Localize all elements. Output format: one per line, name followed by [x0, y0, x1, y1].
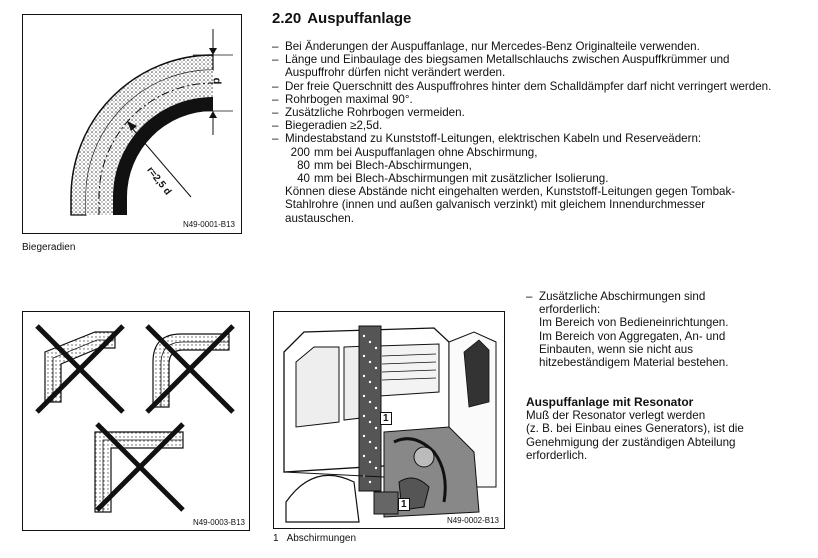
truck-shielding-figure [273, 311, 505, 529]
distance-value: 80 [297, 158, 310, 172]
distance-value: 40 [297, 172, 310, 186]
requirements-block [272, 40, 772, 225]
bend-tight-radius [147, 326, 233, 412]
section-title: Auspuffanlage [307, 10, 412, 27]
list-item: – Zusätzliche Rohrbogen vermeiden. [272, 106, 772, 119]
legend-row [273, 533, 356, 544]
list-item: – Länge und Einbaulage des biegsamen Metallschlauchs zwischen Auspuffkrümmer und Auspuffrohr dürfen nicht verändert werden. [272, 53, 772, 79]
note-line: Zusätzliche Abschirmungen sind [539, 290, 706, 303]
dash: – [526, 290, 533, 303]
list-item: – Der freie Querschnitt des Auspuffrohres hinter dem Schalldämpfer darf nicht verringert werden. [272, 80, 772, 93]
figure-caption: Biegeradien [22, 242, 76, 253]
section-heading [272, 10, 411, 27]
resonator-line: erforderlich. [526, 448, 588, 462]
forbidden-bends-figure [22, 311, 250, 531]
legend-text: Abschirmungen [286, 533, 357, 544]
distance-note: Können diese Abstände nicht eingehalten werden, Kunststoff-Leitungen gegen Tombak-Stahlrohre (innen und außen galvanisch verzinkt) mit gleichem Innendurchmesser austauschen. [285, 185, 736, 225]
list-item: – Mindestabstand zu Kunststoff-Leitungen, elektrischen Kabeln und Reserveädern: [272, 132, 772, 145]
list-item: – Bei Änderungen der Auspuffanlage, nur Mercedes-Benz Originalteile verwenden. [272, 40, 772, 53]
distance-row [272, 146, 772, 159]
callout-label: 1 [380, 412, 392, 425]
resonator-line: Muß der Resonator verlegt werden [526, 409, 706, 423]
figure-id: N49-0002-B13 [446, 516, 499, 525]
resonator-line: Genehmigung der zuständigen Abteilung [526, 435, 736, 449]
distance-value: 200 [290, 145, 310, 159]
bend-mitred [37, 326, 123, 412]
bend-radius-figure [22, 14, 242, 234]
distance-row [272, 172, 772, 185]
note-line: Im Bereich von Bedieneinrichtungen. [539, 316, 729, 330]
requirements-list [272, 40, 772, 146]
figure-id: N49-0001-B13 [182, 220, 235, 229]
distance-row [272, 159, 772, 172]
list-item: – Biegeradien ≥2,5d. [272, 119, 772, 132]
forbidden-bends-drawing [23, 312, 249, 530]
radius-label: r=2,5 d [144, 165, 174, 198]
distance-text: mm bei Blech-Abschirmungen mit zusätzlicher Isolierung. [314, 172, 609, 186]
section-number: 2.20 [272, 10, 302, 27]
note-line: hitzebeständigem Material bestehen. [539, 356, 729, 370]
bend-radius-drawing [23, 15, 241, 233]
note-line: erforderlich: [539, 303, 601, 317]
resonator-line: (z. B. bei Einbau eines Generators), ist die [526, 422, 744, 436]
list-item: – Rohrbogen maximal 90°. [272, 93, 772, 106]
legend-number: 1 [273, 533, 279, 544]
note-line: Einbauten, wenn sie nicht aus [539, 342, 694, 356]
distance-text: mm bei Auspuffanlagen ohne Abschirmung, [314, 145, 538, 159]
dimension-d-label: d [210, 77, 223, 85]
callout-label: 1 [398, 498, 410, 511]
shielding-note [526, 290, 806, 369]
resonator-section [526, 396, 806, 462]
resonator-heading: Auspuffanlage mit Resonator [526, 395, 694, 409]
figure-id: N49-0003-B13 [192, 518, 245, 527]
distance-text: mm bei Blech-Abschirmungen, [314, 158, 472, 172]
bend-sharp-angle [95, 424, 183, 512]
note-line: Im Bereich von Aggregaten, An- und [539, 329, 726, 343]
